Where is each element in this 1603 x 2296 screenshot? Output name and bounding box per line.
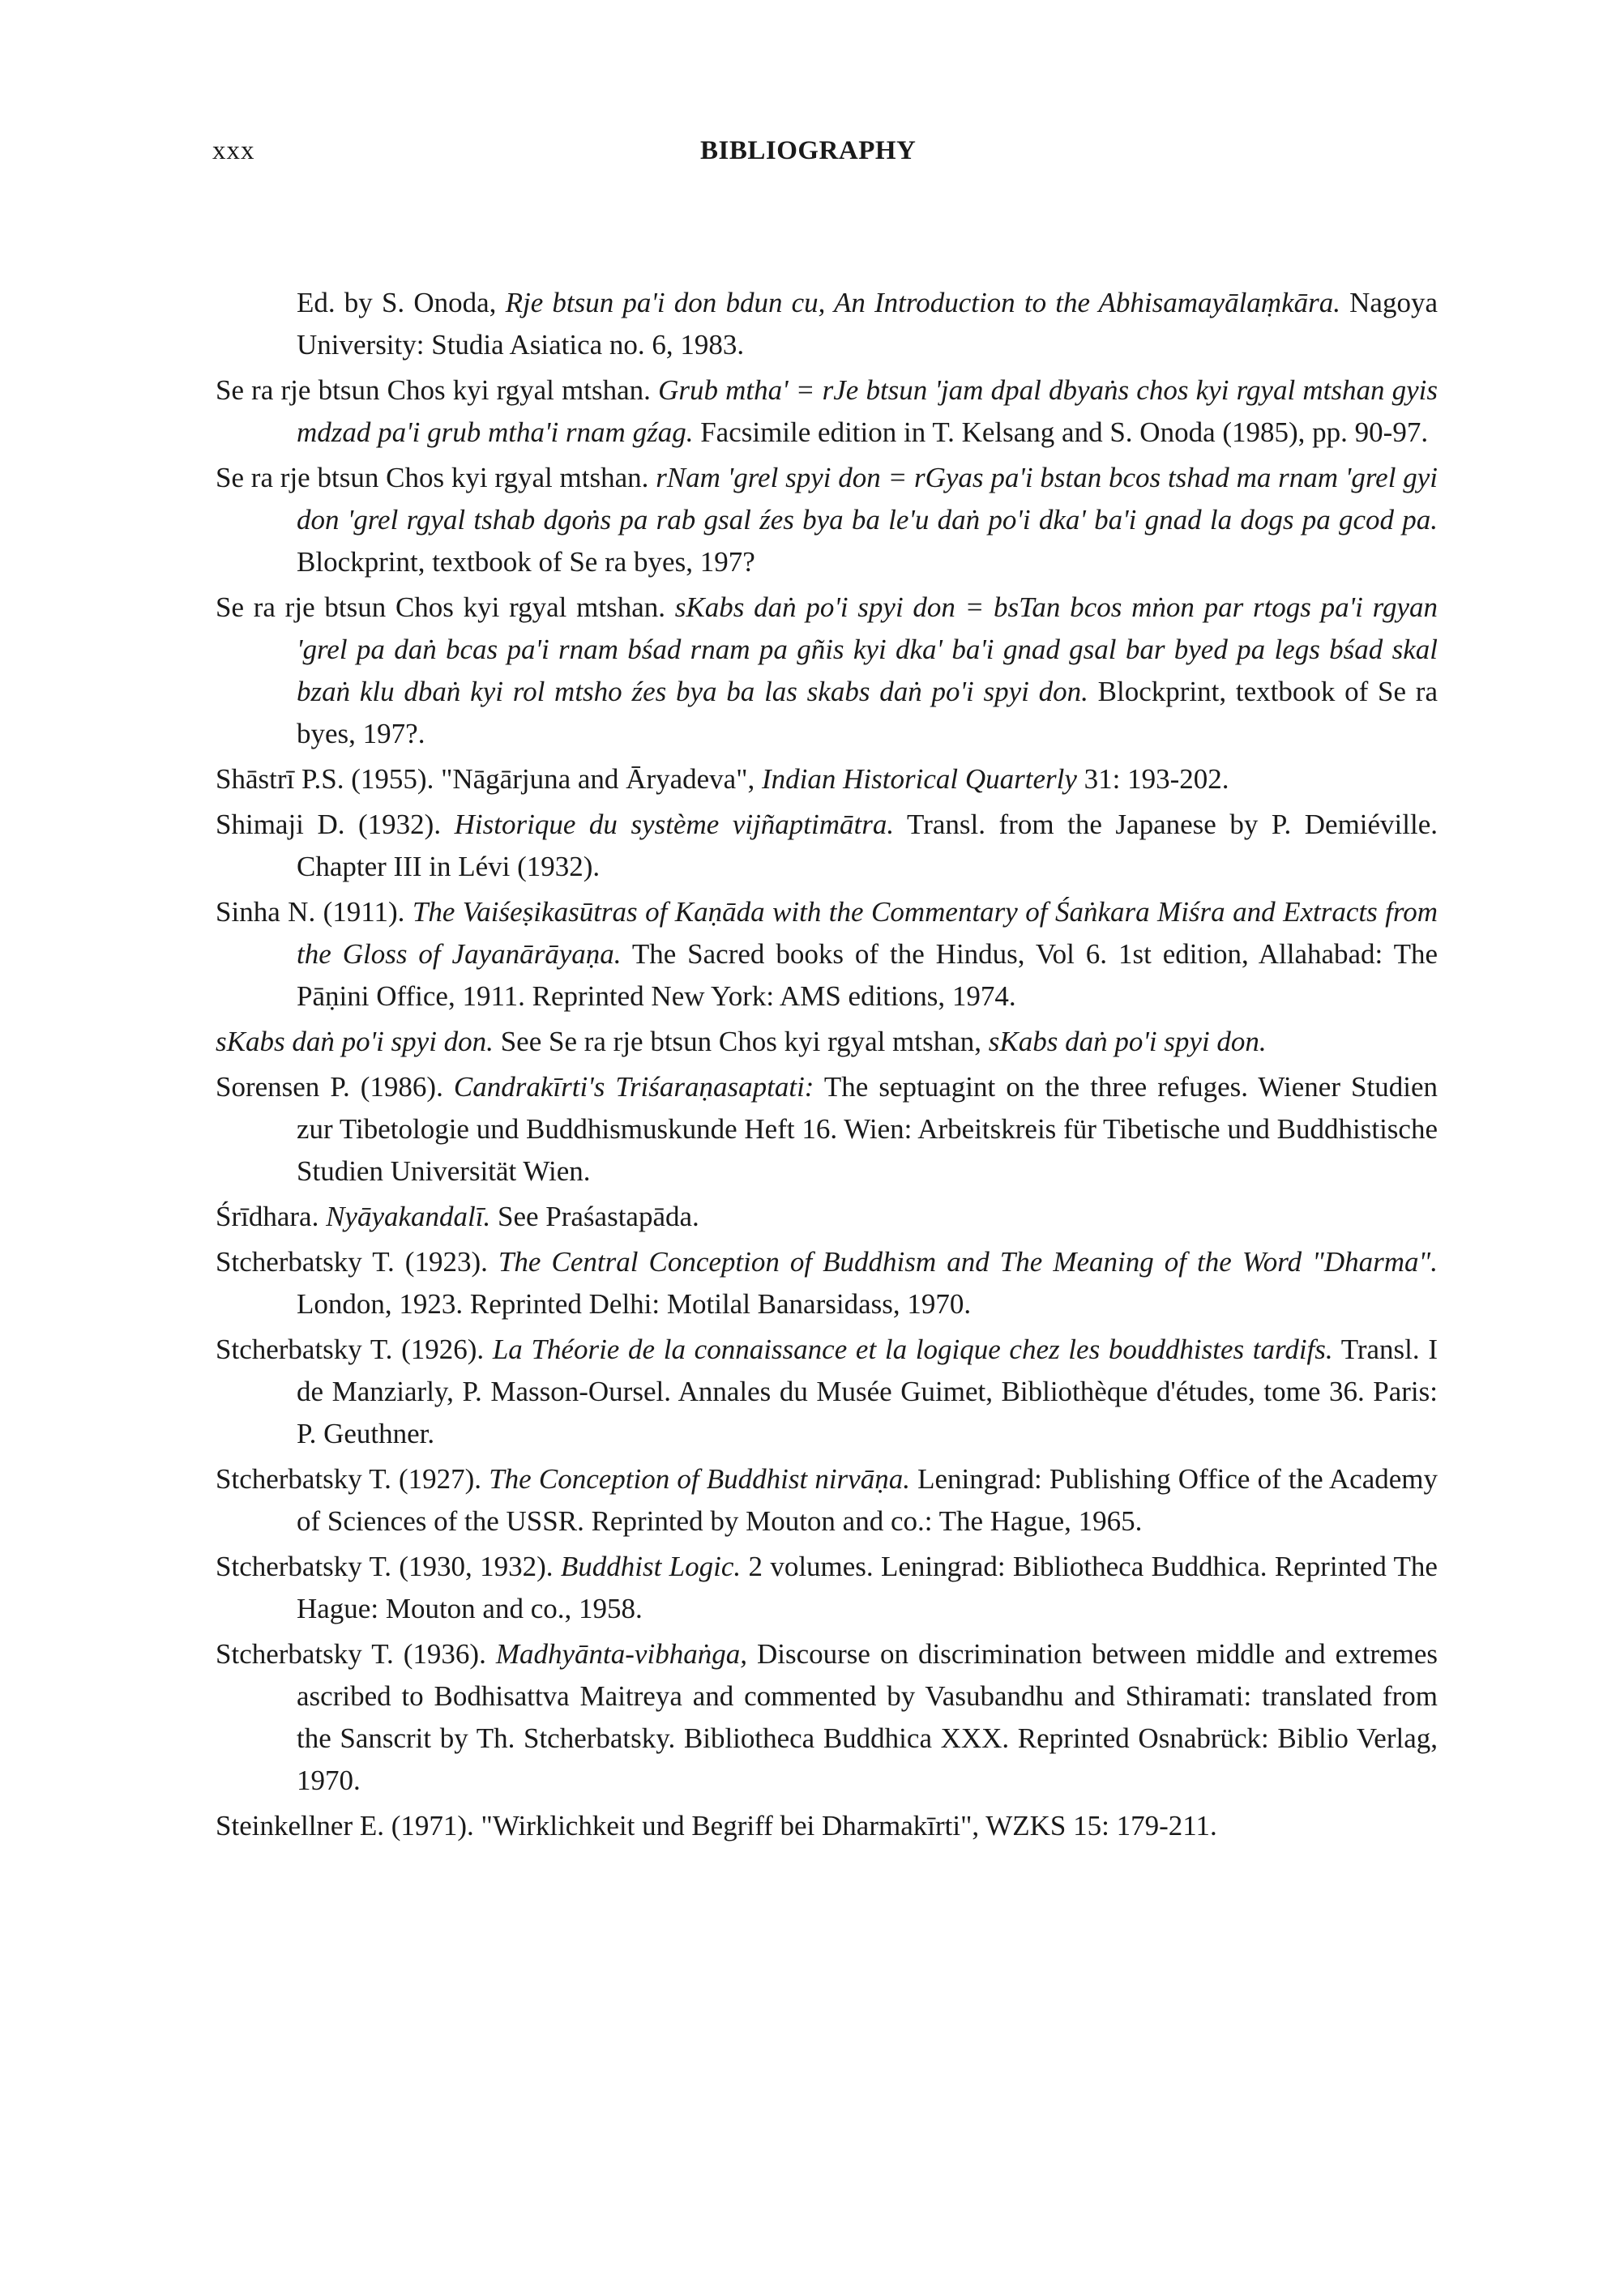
bibliography-entry: Sinha N. (1911). The Vaiśeṣikasūtras of Kaṇāda with the Commentary of Śaṅkara Miśra and Extracts from the Gloss of Jayanārāyaṇa. The Sacred books of the Hindus, Vol 6. 1st edition, Allahabad: The Pāṇini Office, 1911. Reprinted New York: AMS editions, 1974.: [216, 896, 1438, 1012]
bibliography-entry: Shāstrī P.S. (1955). "Nāgārjuna and Āryadeva", Indian Historical Quarterly 31: 193-202.: [216, 763, 1229, 795]
bibliography-entry: Stcherbatsky T. (1930, 1932). Buddhist Logic. 2 volumes. Leningrad: Bibliotheca Buddhica. Reprinted The Hague: Mouton and co., 1958.: [216, 1551, 1438, 1624]
bibliography-entry: Se ra rje btsun Chos kyi rgyal mtshan. sKabs daṅ po'i spyi don = bsTan bcos mṅon par rtogs pa'i rgyan 'grel pa daṅ bcas pa'i rnam bśad rnam pa gñis kyi dka' ba'i gnad gsal bar byed pa legs bśad skal bzaṅ klu dbaṅ kyi rol mtsho źes bya ba las skabs daṅ po'i spyi don. Blockprint, textbook of Se ra byes, 197?.: [216, 591, 1438, 749]
page-header: [212, 136, 1509, 177]
bibliography-entry: Śrīdhara. Nyāyakandalī. See Praśastapāda.: [216, 1201, 699, 1232]
bibliography-entry: Sorensen P. (1986). Candrakīrti's Triśaraṇasaptati: The septuagint on the three refuges. Wiener Studien zur Tibetologie und Buddhismuskunde Heft 16. Wien: Arbeitskreis für Tibetische und Buddhistische Studien Universität Wien.: [216, 1071, 1438, 1187]
bibliography-entry: Shimaji D. (1932). Historique du système vijñaptimātra. Transl. from the Japanese by P. Demiéville. Chapter III in Lévi (1932).: [216, 809, 1438, 882]
bibliography-entry: Stcherbatsky T. (1923). The Central Conception of Buddhism and The Meaning of the Word "Dharma". London, 1923. Reprinted Delhi: Motilal Banarsidass, 1970.: [216, 1246, 1438, 1320]
bibliography-entries: [216, 282, 1438, 1850]
bibliography-entry: Se ra rje btsun Chos kyi rgyal mtshan. rNam 'grel spyi don = rGyas pa'i bstan bcos tshad ma rnam 'grel gyi don 'grel rgyal tshab dgoṅs pa rab gsal źes bya ba le'u daṅ po'i dka' ba'i gnad la dogs pa gcod pa. Blockprint, textbook of Se ra byes, 197?: [216, 462, 1438, 578]
bibliography-entry: sKabs daṅ po'i spyi don. See Se ra rje btsun Chos kyi rgyal mtshan, sKabs daṅ po'i spyi don.: [216, 1026, 1267, 1057]
bibliography-entry: Stcherbatsky T. (1926). La Théorie de la connaissance et la logique chez les bouddhistes tardifs. Transl. I de Manziarly, P. Masson-Oursel. Annales du Musée Guimet, Bibliothèque d'études, tome 36. Paris: P. Geuthner.: [216, 1334, 1438, 1449]
bibliography-entry: Steinkellner E. (1971). "Wirklichkeit und Begriff bei Dharmakīrti", WZKS 15: 179-211.: [216, 1810, 1217, 1841]
bibliography-entry: Stcherbatsky T. (1936). Madhyānta-vibhaṅga, Discourse on discrimination between middle and extremes ascribed to Bodhisattva Maitreya and commented by Vasubandhu and Sthiramati: translated from the Sanscrit by Th. Stcherbatsky. Bibliotheca Buddhica XXX. Reprinted Osnabrück: Biblio Verlag, 1970.: [216, 1638, 1438, 1796]
running-title: BIBLIOGRAPHY: [700, 136, 917, 165]
bibliography-entry: Stcherbatsky T. (1927). The Conception of Buddhist nirvāṇa. Leningrad: Publishing Office of the Academy of Sciences of the USSR. Reprinted by Mouton and co.: The Hague, 1965.: [216, 1463, 1438, 1537]
bibliography-entry: Se ra rje btsun Chos kyi rgyal mtshan. Grub mtha' = rJe btsun 'jam dpal dbyaṅs chos kyi rgyal mtshan gyis mdzad pa'i grub mtha'i rnam gźag. Facsimile edition in T. Kelsang and S. Onoda (1985), pp. 90-97.: [216, 374, 1438, 448]
bibliography-entry: Ed. by S. Onoda, Rje btsun pa'i don bdun cu, An Introduction to the Abhisamayālaṃkāra. Nagoya University: Studia Asiatica no. 6, 1983.: [297, 287, 1438, 361]
page-number: xxx: [212, 136, 255, 165]
